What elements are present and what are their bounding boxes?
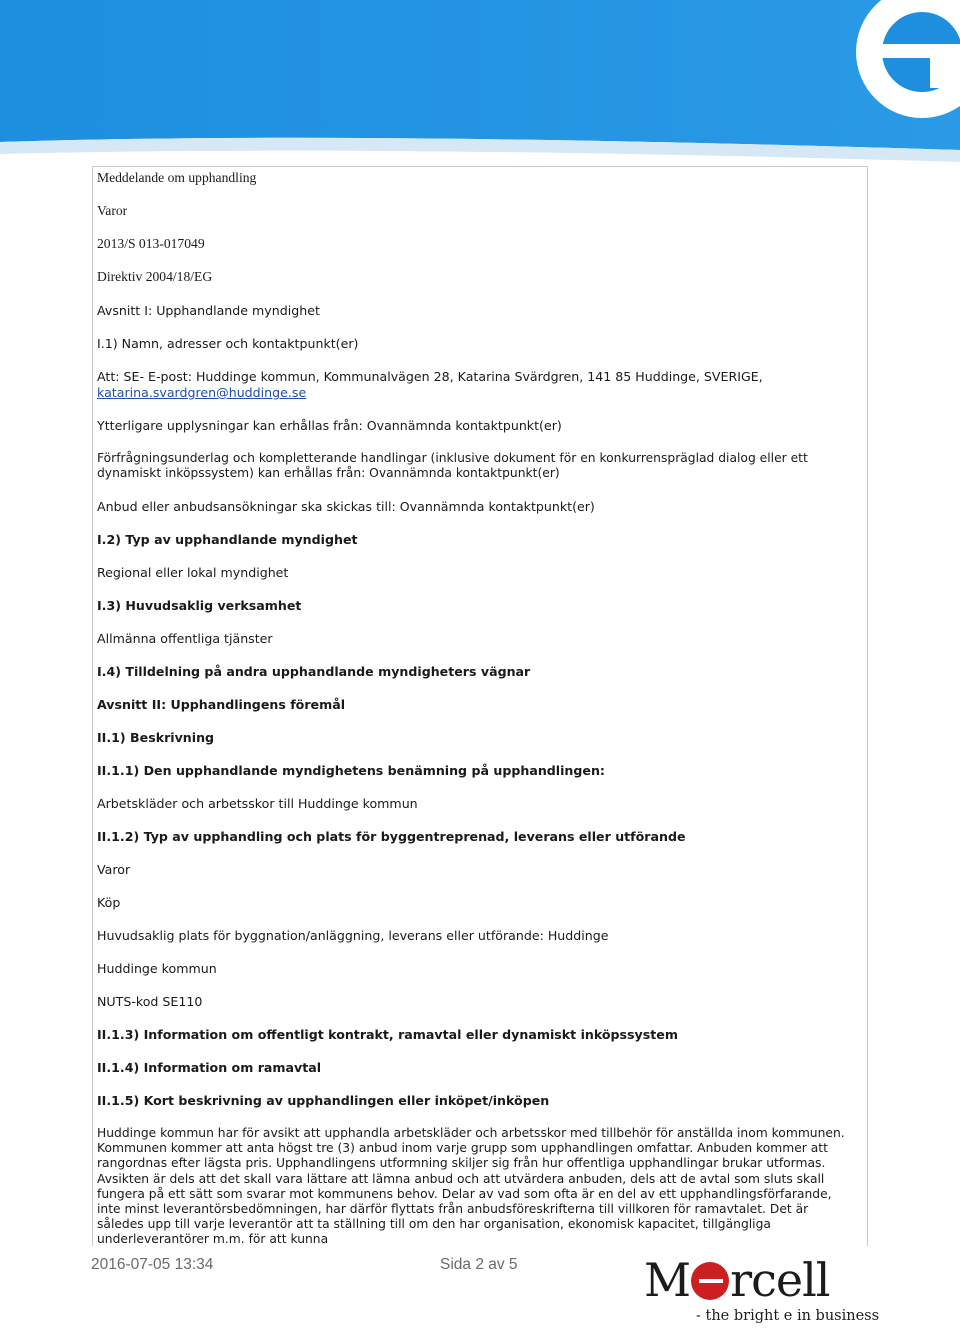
- tenders-to: Anbud eller anbudsansökningar ska skickas till: Ovannämnda kontaktpunkt(er): [97, 499, 595, 514]
- short-description: Huddinge kommun har för avsikt att upphandla arbetskläder och arbetsskor med tillbehör för anställda inom kommunen. Kommunen kommer att anta högst tre (3) anbud inom varje grupp som upphandlingen omfattar. Anbuden kommer att rangordnas efter lägsta pris. Upphandlingens utformning skiljer sig från hur offentliga upphandlingar brukar utformas. Avsikten är dels att det skall vara lättare att lämna anbud och att utvärdera anbuden, dels att de avtal som sluts skall fungera på ett sätt som svarar mot kommunens behov. Delar av vad som ofta är en del av ett upphandlingsförfarande, inte minst leverantörsbedömningen, har därför flyttats från anbudsföreskrifterna till villkoren för ramavtalet. Det är således upp till varje leverantör att ta ställning till om den har organisation, ekonomisk kapacitet, tillgängliga underleverantörer m.m. för att kunna: [97, 1126, 845, 1246]
- contact-address: Att: SE- E-post: Huddinge kommun, Kommunalvägen 28, Katarina Svärdgren, 141 85 Huddinge, SVERIGE,: [97, 369, 763, 384]
- logo-text-start: M: [644, 1253, 691, 1307]
- contract-type: Varor: [97, 203, 128, 218]
- further-info: Ytterligare upplysningar kan erhållas från: Ovannämnda kontaktpunkt(er): [97, 418, 562, 433]
- notice-content: [92, 166, 868, 1246]
- section-heading: Avsnitt II: Upphandlingens föremål: [97, 697, 346, 712]
- marcell-logo: [644, 1252, 880, 1326]
- subsection-heading: II.1.5) Kort beskrivning av upphandlingen eller inköpet/inköpen: [97, 1093, 550, 1108]
- documents-info: Förfrågningsunderlag och kompletterande handlingar (inklusive dokument för en konkurrenspräglad dialog eller ett dynamiskt inköpssystem) kan erhållas från: Ovannämnda kontaktpunkt(er): [97, 451, 808, 481]
- subsection-heading: I.4) Tilldelning på andra upphandlande myndigheters vägnar: [97, 664, 531, 679]
- main-activity: Allmänna offentliga tjänster: [97, 631, 273, 646]
- subsection-heading: II.1.4) Information om ramavtal: [97, 1060, 322, 1075]
- header-banner: [0, 0, 960, 162]
- logo-e-icon: [691, 1262, 729, 1300]
- subsection-heading: II.1.1) Den upphandlande myndighetens benämning på upphandlingen:: [97, 763, 605, 778]
- section-heading: Avsnitt I: Upphandlande myndighet: [97, 303, 320, 318]
- logo-tagline: - the bright e in business: [696, 1308, 880, 1324]
- reference-number: 2013/S 013-017049: [97, 236, 205, 251]
- subsection-heading: I.2) Typ av upphandlande myndighet: [97, 532, 358, 547]
- subsection-heading: II.1.3) Information om offentligt kontrakt, ramavtal eller dynamiskt inköpssystem: [97, 1027, 678, 1042]
- municipality: Huddinge kommun: [97, 961, 217, 976]
- directive: Direktiv 2004/18/EG: [97, 269, 213, 284]
- purchase-type: Köp: [97, 895, 121, 910]
- contract-kind: Varor: [97, 862, 131, 877]
- subsection-heading: II.1.2) Typ av upphandling och plats för byggentreprenad, leverans eller utförande: [97, 829, 686, 844]
- subsection-heading: I.3) Huvudsaklig verksamhet: [97, 598, 302, 613]
- delivery-place: Huvudsaklig plats för byggnation/anläggning, leverans eller utförande: Huddinge: [97, 928, 609, 943]
- notice-title: Meddelande om upphandling: [97, 170, 257, 185]
- subsection-heading: II.1) Beskrivning: [97, 730, 215, 745]
- footer-datetime: 2016-07-05 13:34: [91, 1256, 214, 1273]
- banner-graphic: [0, 0, 960, 162]
- nuts-code: NUTS-kod SE110: [97, 994, 203, 1009]
- contract-title: Arbetskläder och arbetsskor till Huddinge kommun: [97, 796, 418, 811]
- footer-page-number: Sida 2 av 5: [440, 1256, 518, 1273]
- authority-type: Regional eller lokal myndighet: [97, 565, 289, 580]
- subsection-heading: I.1) Namn, adresser och kontaktpunkt(er): [97, 336, 359, 351]
- contact-email-link[interactable]: katarina.svardgren@huddinge.se: [97, 385, 307, 400]
- logo-wordmark: [644, 1252, 830, 1308]
- logo-text-end: rcell: [730, 1253, 830, 1307]
